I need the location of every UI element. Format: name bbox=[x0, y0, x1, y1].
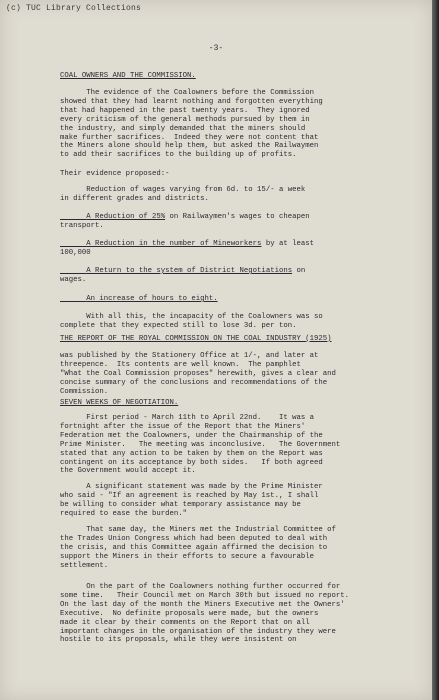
paragraph-coalowners-council: On the part of the Coalowners nothing further occurred for some time. Their Council met on March 30th but issued no report. On the last day of the month the Miners Executive met the Owners' Executive. No definite proposals were made, but the owners made it clear by their comments on the Report that on all important changes in the organisation of the industry they were hostile to its proposals, while they were insistent on bbox=[60, 583, 350, 645]
railway-reduction-lead: A Reduction of 25% bbox=[60, 213, 166, 221]
watermark: (c) TUC Library Collections bbox=[6, 4, 142, 13]
heading-seven-weeks: SEVEN WEEKS OF NEGOTIATION. bbox=[60, 399, 179, 407]
heading-coal-owners: COAL OWNERS AND THE COMMISSION. bbox=[60, 72, 196, 80]
paragraph-district-negotiations bbox=[60, 267, 406, 285]
mineworker-reduction-rest: by at least 100,000 bbox=[60, 240, 314, 257]
paragraph-prime-minister: A significant statement was made by the Prime Minister who said - "If an agreement is reached by May 1st., I shall be willing to consider what temporary assistance may be required to ease the burden." bbox=[60, 483, 323, 518]
paragraph-incapacity: With all this, the incapacity of the Coalowners was so complete that they expected still to lose 3d. per ton. bbox=[60, 313, 323, 330]
paragraph-report-published: was published by the Stationery Office at 1/-, and later at threepence. Its contents are well known. The pamphlet "What the Coal Commission proposes" herewith, gives a clear and concise summary of the conclusions and recommendations of the Commission. bbox=[60, 352, 336, 396]
district-negotiations-lead: A Return to the system of District Negotiations bbox=[60, 267, 293, 275]
paragraph-first-period: First period - March 11th to April 22nd. It was a fortnight after the issue of the Report that the Miners' Federation met the Coalowners, under the Chairmanship of the Prime Minister. The meeting was inconclusive. The Government stated that any action to be taken by them on the Report was contingent on its acceptance by both sides. If both agreed the Government would accept it. bbox=[60, 414, 341, 476]
paragraph-evidence: The evidence of the Coalowners before the Commission showed that they had learnt nothing and forgotten everything that had happened in the past twenty years. They ignored every criticism of the general methods pursued by them in the industry, and simply demanded that the miners should make further sacrifices. Indeed they were not content that the Miners alone should help them, but asked the Railwaymen to add their sacrifices to the building up of profits. bbox=[60, 89, 323, 160]
heading-royal-commission: THE REPORT OF THE ROYAL COMMISSION ON THE COAL INDUSTRY (1925) bbox=[60, 335, 332, 343]
paragraph-wage-reduction: Reduction of wages varying from 6d. to 15/- a week in different grades and districts. bbox=[60, 186, 306, 203]
paragraph-mineworker-reduction bbox=[60, 240, 406, 258]
district-negotiations-rest: on wages. bbox=[60, 267, 306, 284]
paragraph-hours: An increase of hours to eight. bbox=[60, 295, 218, 303]
page-number: -3- bbox=[208, 44, 224, 53]
paragraph-industrial-committee: That same day, the Miners met the Industrial Committee of the Trades Union Congress which had been deputed to deal with the crisis, and this Committee again affirmed the decision to support the Miners in their efforts to secure a favourable settlement. bbox=[60, 526, 336, 570]
mineworker-reduction-lead: A Reduction in the number of Mineworkers bbox=[60, 240, 262, 248]
paragraph-proposed: Their evidence proposed:- bbox=[60, 170, 170, 178]
scan-edge bbox=[432, 0, 439, 700]
railway-reduction-rest: on Railwaymen's wages to cheapen transport. bbox=[60, 213, 310, 230]
paragraph-railway-reduction bbox=[60, 213, 406, 231]
